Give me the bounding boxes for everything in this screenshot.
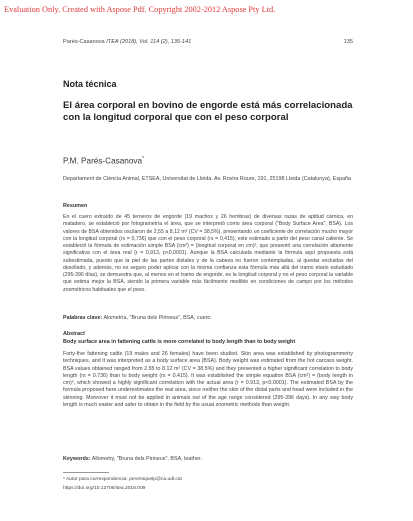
resumen-body: En el cuero extraído de 45 terneros de engorde (19 machos y 26 hembras) de diversas razas de aptitud cárnica, en matadero, se estableció por fotogrametría el área, que se interpretó como área corporal ("Body Surface Area", BSA). Los valores de BSA obtenidos oscilaron de 2,55 a 8,12 m² (CV = 38,5%), presentando un coeficiente de correlación mucho mayor con la longitud corporal (rs = 0,736) que con el peso corporal (rs = 0,415), este estimado a partir del peso canal caliente. Se estableció la fórmula de estimación simple BSA (cm²) = (longitud corporal en cm)², que presentó una correlación altamente significativa con el área real (r = 0,913, p<0,0001). Aunque la BSA calculada mediante la fórmula aquí propuesta está subestimada, puesto que la piel de las partes distales y de la cabeza no fueron contempladas, al quedar excluidas del desollado, y además, no es seguro poder aplicar con la misma confianza esta fórmula más allá del tramo etario estudiado (295-396 días), se demuestra que, al menos en el tramo de engorde, es la longitud corporal y no el peso corporal la variable que estima mejor la BSA, siendo la primera variable más fácilmente medible en condiciones de campo por los métodos zoométricos habituales que el peso. [63,214,353,293]
author-text: P.M. Parés-Casanova [63,156,143,166]
corresponding-author-footnote: * Autor para correspondencia: peremiquelp@ca.udl.cat [63,477,182,482]
header-authors: Parés-Casanova [63,39,107,45]
author-name [63,156,144,166]
running-header [63,39,353,45]
author-affiliation: Departament de Ciència Animal, ETSEA, Universitat de Lleida. Av. Rovira Roure, 191, 25198 Lleida (Catalunya), España [63,176,352,182]
doi-link[interactable]: https://doi.org/10.12706/itea.2018.009 [63,486,146,491]
keywords-es-label: Palabras clave: [63,315,103,321]
header-journal: ITEA (2018), Vol. 114 (2), 135-141 [106,39,192,45]
article-title: El área corporal en bovino de engorde está más correlacionada con la longitud corporal que con el peso corporal [63,100,353,124]
footnote-divider [63,472,109,473]
keywords-es [63,315,212,321]
page-number: 135 [343,39,353,45]
resumen-heading: Resumen [63,203,88,209]
section-label: Nota técnica [63,79,117,89]
author-footnote-mark: * [142,156,144,162]
abstract-heading: Abstract [63,331,85,337]
keywords-es-text: Alometría, "Bruna dels Pirineus", BSA, cuero. [102,315,212,321]
keywords-en-text: Allometry, "Bruna dels Pirineus", BSA, leather. [90,456,202,462]
watermark-text: Evaluation Only. Created with Aspose Pdf. Copyright 2002-2012 Aspose Pty Ltd. [4,5,276,14]
keywords-en-label: Keywords: [63,456,91,462]
abstract-body: Forty-five fattening cattle (19 males and 26 females) have been studied. Skin area was established by photogrammetry techniques, and it was interpreted as a body surface area (BSA). Body weight was estimated from the hot carcass weight. BSA values obtained ranged from 2.55 to 8.12 m² (CV = 38.5%) and they presented a higher significant correlation to body length (rs = 0.736) than to body weight (rs = 0.415). It was established the simple equation BSA (cm²) = (body length in cm)², which showed a highly significant correlation with the actual area (r = 0.913, p<0.0001). The estimated BSA by the formula proposed here underestimates the real area, since neither the skin of the distal parts and head were included in the skinning. Moreover it must not be applied in animals out of the age range considered (295-396 days). In any way body length is much easier and safer to obtain in the field by the usual zoometric methods than weight. [63,351,353,409]
abstract-subtitle: Body surface area in fattening cattle is more correlated to body length than to body weight [63,339,296,345]
keywords-en [63,456,202,462]
